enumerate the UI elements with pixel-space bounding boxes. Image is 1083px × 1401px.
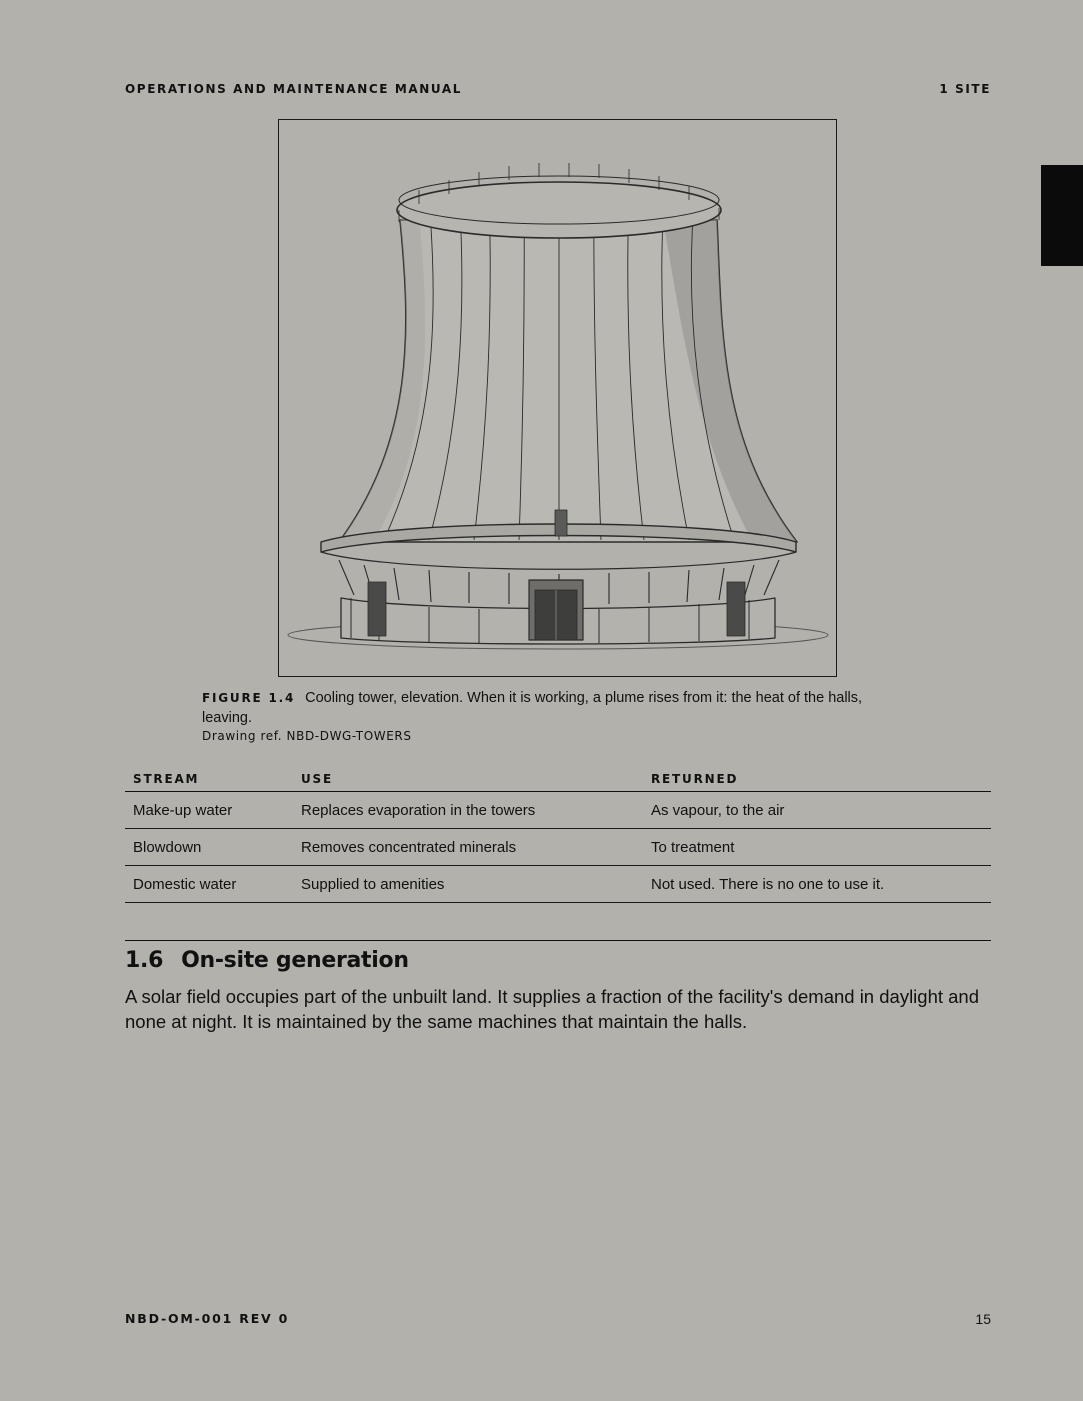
table-row [125,829,991,866]
section-title: On-site generation [181,948,409,973]
manual-title: OPERATIONS AND MAINTENANCE MANUAL [125,82,463,96]
section-heading [125,948,409,973]
chapter-thumb-tab [1041,165,1083,266]
column-header-use: USE [293,768,643,792]
table-cell: Blowdown [125,829,293,866]
page-number: 15 [975,1311,991,1327]
section-body-text: A solar field occupies part of the unbuilt land. It supplies a fraction of the facility's demand in daylight and none at night. It is maintained by the same machines that maintain the halls. [125,986,980,1032]
figure-caption [202,688,902,728]
table-cell: Removes concentrated minerals [293,829,643,866]
figure-caption-text: Cooling tower, elevation. When it is working, a plume rises from it: the heat of the halls, leaving. [202,690,863,726]
running-header [125,82,991,96]
table-row [125,792,991,829]
section-divider [125,940,991,941]
figure-frame [278,119,837,677]
column-header-stream: STREAM [125,768,293,792]
water-streams-table [125,768,991,903]
chapter-label: 1 SITE [939,82,991,96]
column-header-returned: RETURNED [643,768,991,792]
table-cell: Supplied to amenities [293,866,643,903]
table-cell: Domestic water [125,866,293,903]
table-cell: To treatment [643,829,991,866]
table-cell: Make-up water [125,792,293,829]
table-row [125,866,991,903]
figure-label: FIGURE 1.4 [202,691,296,705]
table-cell: Not used. There is no one to use it. [643,866,991,903]
drawing-reference: Drawing ref. NBD-DWG-TOWERS [202,729,412,743]
cooling-tower-illustration [279,120,836,676]
section-number: 1.6 [125,948,164,973]
table-header-row [125,768,991,792]
table-cell: Replaces evaporation in the towers [293,792,643,829]
document-id: NBD-OM-001 REV 0 [125,1311,290,1326]
table-cell: As vapour, to the air [643,792,991,829]
